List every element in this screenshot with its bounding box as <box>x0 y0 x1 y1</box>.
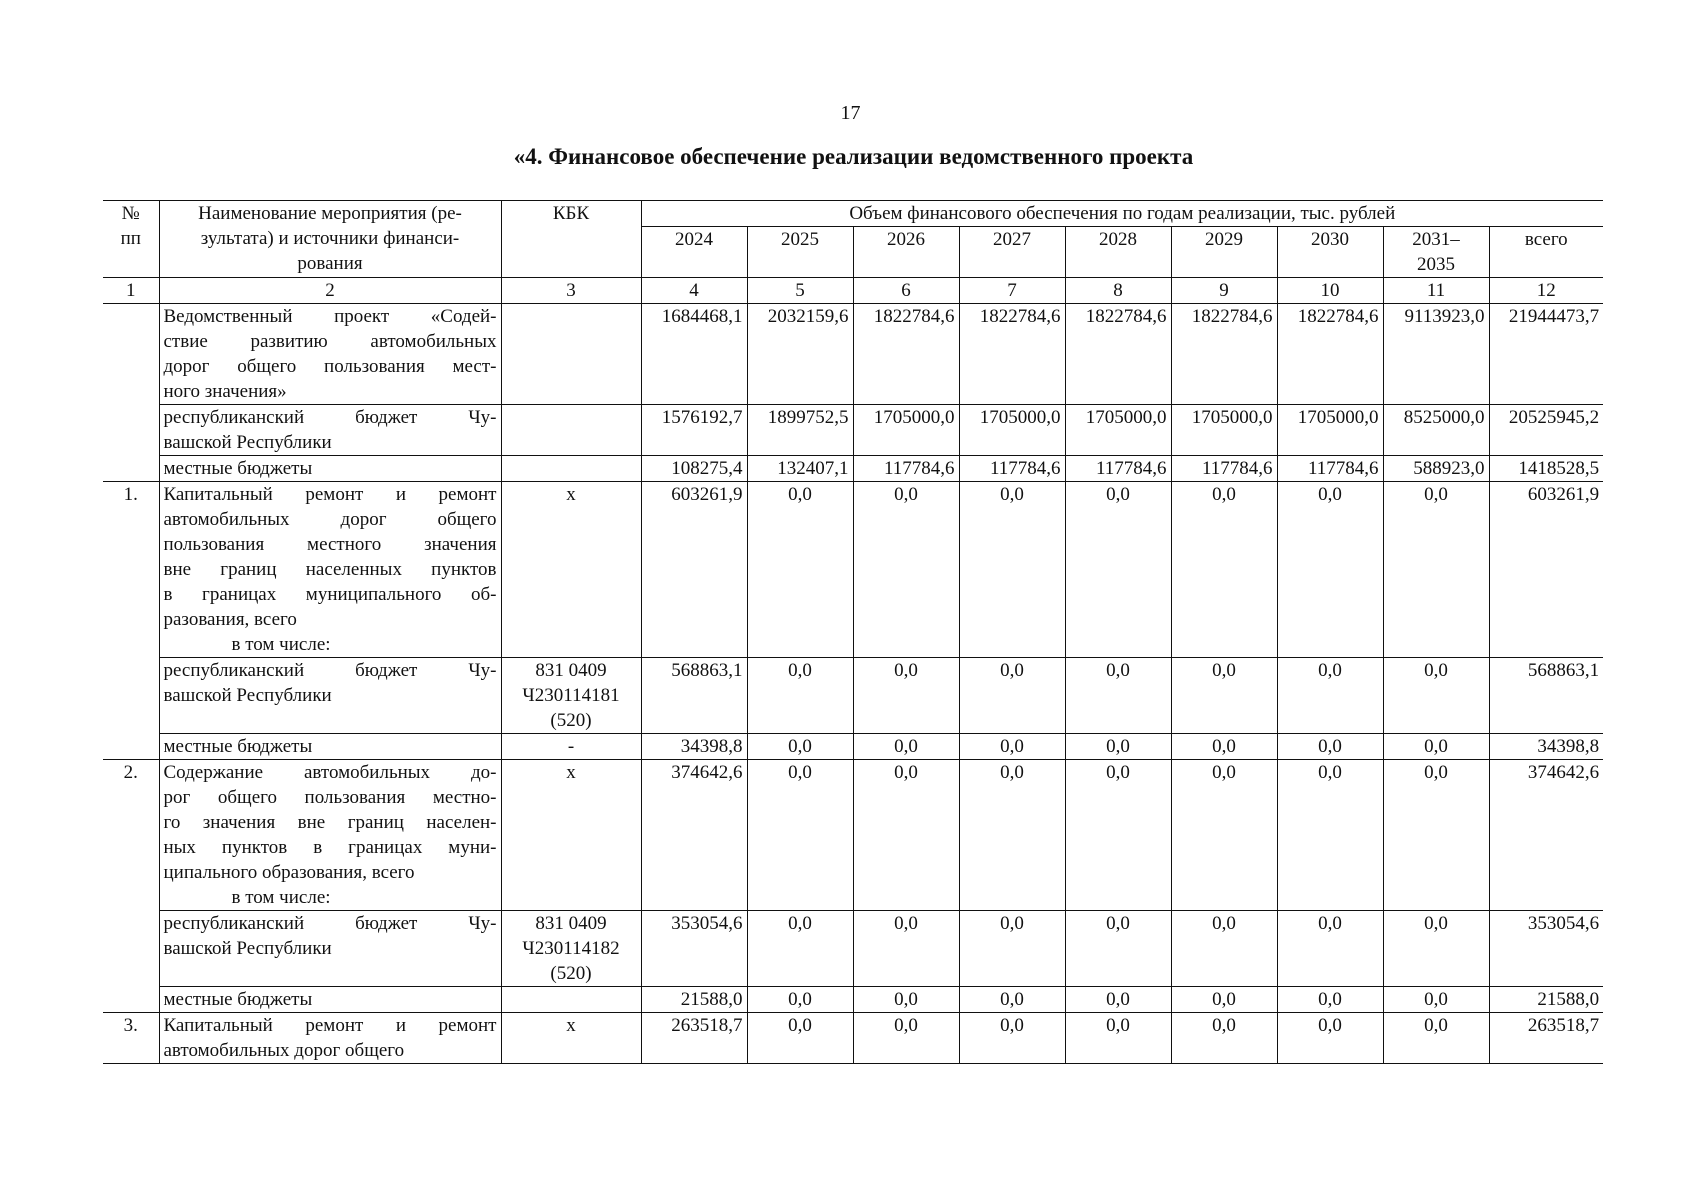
row-value: 117784,6 <box>959 456 1065 482</box>
document-title: «4. Финансовое обеспечение реализации ведомственного проекта <box>513 144 1194 169</box>
row-value: 9113923,0 <box>1383 304 1489 405</box>
row-name-line: в границах муниципального об- <box>163 584 497 605</box>
row-name-line: Капитальный ремонт и ремонт <box>163 1015 497 1036</box>
column-number: 3 <box>501 278 641 304</box>
row-name-line: Капитальный ремонт и ремонт <box>163 484 497 505</box>
financing-table <box>103 200 1603 1064</box>
row-value: 0,0 <box>959 1013 1065 1064</box>
row-value: 263518,7 <box>1489 1013 1603 1064</box>
row-name <box>159 1013 501 1064</box>
table-row <box>103 760 1603 911</box>
row-value: 0,0 <box>1383 760 1489 911</box>
row-value: 0,0 <box>1065 911 1171 987</box>
row-value: 0,0 <box>959 658 1065 734</box>
column-number: 12 <box>1489 278 1603 304</box>
row-value: 20525945,2 <box>1489 405 1603 456</box>
row-value: 568863,1 <box>1489 658 1603 734</box>
header-year: всего <box>1489 227 1603 278</box>
including-label: в том числе: <box>231 634 331 655</box>
row-value: 0,0 <box>853 987 959 1013</box>
row-value: 0,0 <box>1171 482 1277 658</box>
row-name <box>159 911 501 987</box>
table-row <box>103 1013 1603 1064</box>
row-value: 34398,8 <box>1489 734 1603 760</box>
header-year: 2024 <box>641 227 747 278</box>
row-kbk: x <box>501 482 641 658</box>
row-name-line: разования, всего <box>163 609 297 630</box>
row-value: 0,0 <box>1171 911 1277 987</box>
row-kbk: 831 0409 Ч230114182 (520) <box>501 911 641 987</box>
row-value: 0,0 <box>1277 658 1383 734</box>
table-row <box>103 304 1603 405</box>
row-value: 0,0 <box>1171 658 1277 734</box>
row-value: 117784,6 <box>853 456 959 482</box>
row-value: 34398,8 <box>641 734 747 760</box>
row-kbk <box>501 987 641 1013</box>
header-year: 2029 <box>1171 227 1277 278</box>
row-name-line: Содержание автомобильных до- <box>163 762 497 783</box>
row-name <box>159 304 501 405</box>
row-value: 1822784,6 <box>1171 304 1277 405</box>
table-row <box>103 987 1603 1013</box>
row-name-line: вашской Республики <box>163 432 332 453</box>
header-year: 2031– 2035 <box>1383 227 1489 278</box>
row-name-line: вашской Республики <box>163 938 332 959</box>
row-name-line: вашской Республики <box>163 685 332 706</box>
row-value: 1822784,6 <box>1277 304 1383 405</box>
row-name-line: го значения вне границ населен- <box>163 812 497 833</box>
row-value: 353054,6 <box>641 911 747 987</box>
row-value: 1705000,0 <box>1065 405 1171 456</box>
row-value: 1684468,1 <box>641 304 747 405</box>
including-label: в том числе: <box>231 887 331 908</box>
row-value: 21588,0 <box>641 987 747 1013</box>
row-value: 0,0 <box>747 911 853 987</box>
row-value: 0,0 <box>1277 1013 1383 1064</box>
row-value: 21588,0 <box>1489 987 1603 1013</box>
header-volume-text: Объем финансового обеспечения по годам реализации, тыс. рублей <box>849 203 1396 224</box>
column-number: 10 <box>1277 278 1383 304</box>
row-value: 0,0 <box>959 482 1065 658</box>
row-value: 0,0 <box>853 482 959 658</box>
table-row <box>103 405 1603 456</box>
row-value: 0,0 <box>1065 734 1171 760</box>
row-value: 374642,6 <box>1489 760 1603 911</box>
table-row <box>103 456 1603 482</box>
row-value: 21944473,7 <box>1489 304 1603 405</box>
header-year: 2030 <box>1277 227 1383 278</box>
row-name-line: местные бюджеты <box>163 989 313 1010</box>
row-name-line: вне границ населенных пунктов <box>163 559 497 580</box>
row-value: 1418528,5 <box>1489 456 1603 482</box>
row-value: 0,0 <box>747 482 853 658</box>
row-value: 0,0 <box>853 760 959 911</box>
row-name <box>159 760 501 911</box>
row-value: 0,0 <box>1383 658 1489 734</box>
row-kbk: x <box>501 1013 641 1064</box>
header-kbk <box>501 201 641 278</box>
row-value: 0,0 <box>1065 1013 1171 1064</box>
header-year: 2028 <box>1065 227 1171 278</box>
row-name <box>159 658 501 734</box>
header-row-1 <box>103 201 1603 227</box>
row-value: 0,0 <box>853 658 959 734</box>
column-number: 7 <box>959 278 1065 304</box>
row-value: 108275,4 <box>641 456 747 482</box>
row-value: 0,0 <box>1277 482 1383 658</box>
row-name <box>159 482 501 658</box>
row-name <box>159 405 501 456</box>
row-value: 132407,1 <box>747 456 853 482</box>
column-number: 4 <box>641 278 747 304</box>
row-value: 0,0 <box>747 734 853 760</box>
row-value: 1705000,0 <box>853 405 959 456</box>
row-number <box>103 304 159 482</box>
row-value: 0,0 <box>1065 658 1171 734</box>
header-num <box>103 201 159 278</box>
row-name-line: пользования местного значения <box>163 534 497 555</box>
row-value: 0,0 <box>1277 760 1383 911</box>
row-value: 1822784,6 <box>853 304 959 405</box>
row-name-line: дорог общего пользования мест- <box>163 356 497 377</box>
row-number: 3. <box>103 1013 159 1064</box>
row-value: 1705000,0 <box>1277 405 1383 456</box>
row-value: 117784,6 <box>1277 456 1383 482</box>
row-value: 0,0 <box>1277 987 1383 1013</box>
row-name-line: республиканский бюджет Чу- <box>163 913 497 934</box>
row-name-line: рог общего пользования местно- <box>163 787 497 808</box>
row-value: 0,0 <box>1065 760 1171 911</box>
row-name-line: автомобильных дорог общего <box>163 1040 405 1061</box>
column-number: 9 <box>1171 278 1277 304</box>
row-kbk: - <box>501 734 641 760</box>
row-value: 0,0 <box>959 734 1065 760</box>
row-name-line: ного значения» <box>163 381 287 402</box>
row-value: 0,0 <box>853 1013 959 1064</box>
row-name <box>159 734 501 760</box>
row-value: 0,0 <box>747 760 853 911</box>
row-name-line: ных пунктов в границах муни- <box>163 837 497 858</box>
row-value: 0,0 <box>1277 911 1383 987</box>
table-row <box>103 911 1603 987</box>
row-value: 588923,0 <box>1383 456 1489 482</box>
column-number: 8 <box>1065 278 1171 304</box>
row-value: 0,0 <box>1383 1013 1489 1064</box>
row-name-line: республиканский бюджет Чу- <box>163 660 497 681</box>
row-value: 2032159,6 <box>747 304 853 405</box>
row-value: 0,0 <box>747 1013 853 1064</box>
row-value: 0,0 <box>1277 734 1383 760</box>
row-value: 0,0 <box>1383 734 1489 760</box>
row-kbk: 831 0409 Ч230114181 (520) <box>501 658 641 734</box>
row-value: 0,0 <box>853 734 959 760</box>
header-name <box>159 201 501 278</box>
column-numbers-row <box>103 278 1603 304</box>
table-row <box>103 734 1603 760</box>
row-value: 353054,6 <box>1489 911 1603 987</box>
row-value: 117784,6 <box>1171 456 1277 482</box>
row-name-line: республиканский бюджет Чу- <box>163 407 497 428</box>
row-value: 1822784,6 <box>1065 304 1171 405</box>
header-volume <box>641 201 1603 227</box>
table-row <box>103 658 1603 734</box>
row-value: 603261,9 <box>1489 482 1603 658</box>
row-value: 0,0 <box>1383 987 1489 1013</box>
row-value: 263518,7 <box>641 1013 747 1064</box>
row-kbk: x <box>501 760 641 911</box>
header-name-text: Наименование мероприятия (ре- зультата) и источники финанси- рования <box>198 203 462 274</box>
row-kbk <box>501 405 641 456</box>
row-value: 0,0 <box>1383 911 1489 987</box>
column-number: 1 <box>103 278 159 304</box>
row-name-line: ципального образования, всего <box>163 862 415 883</box>
row-value: 0,0 <box>1171 987 1277 1013</box>
column-number: 5 <box>747 278 853 304</box>
row-value: 1705000,0 <box>959 405 1065 456</box>
row-name-line: автомобильных дорог общего <box>163 509 497 530</box>
header-year: 2025 <box>747 227 853 278</box>
row-value: 0,0 <box>1171 734 1277 760</box>
row-value: 1822784,6 <box>959 304 1065 405</box>
table-row <box>103 482 1603 658</box>
page-number: 17 <box>840 102 861 124</box>
header-num-text: № пп <box>120 203 141 249</box>
row-value: 1705000,0 <box>1171 405 1277 456</box>
row-value: 0,0 <box>1383 482 1489 658</box>
row-value: 117784,6 <box>1065 456 1171 482</box>
row-name-line: Ведомственный проект «Содей- <box>163 306 497 327</box>
row-name <box>159 456 501 482</box>
row-value: 1576192,7 <box>641 405 747 456</box>
column-number: 11 <box>1383 278 1489 304</box>
row-value: 0,0 <box>1065 987 1171 1013</box>
row-kbk <box>501 456 641 482</box>
header-kbk-text: КБК <box>552 203 590 224</box>
row-value: 374642,6 <box>641 760 747 911</box>
row-name-line: ствие развитию автомобильных <box>163 331 497 352</box>
row-name-line: местные бюджеты <box>163 736 313 757</box>
row-name-line: местные бюджеты <box>163 458 313 479</box>
row-value: 568863,1 <box>641 658 747 734</box>
row-value: 0,0 <box>1171 760 1277 911</box>
row-value: 0,0 <box>853 911 959 987</box>
row-value: 0,0 <box>1065 482 1171 658</box>
row-value: 0,0 <box>959 987 1065 1013</box>
row-name <box>159 987 501 1013</box>
row-value: 603261,9 <box>641 482 747 658</box>
row-value: 0,0 <box>1171 1013 1277 1064</box>
row-value: 0,0 <box>747 658 853 734</box>
row-value: 0,0 <box>959 911 1065 987</box>
header-year: 2027 <box>959 227 1065 278</box>
row-value: 8525000,0 <box>1383 405 1489 456</box>
row-value: 0,0 <box>747 987 853 1013</box>
column-number: 2 <box>159 278 501 304</box>
row-kbk <box>501 304 641 405</box>
header-year: 2026 <box>853 227 959 278</box>
row-number: 1. <box>103 482 159 760</box>
row-number: 2. <box>103 760 159 1013</box>
row-value: 1899752,5 <box>747 405 853 456</box>
column-number: 6 <box>853 278 959 304</box>
row-value: 0,0 <box>959 760 1065 911</box>
